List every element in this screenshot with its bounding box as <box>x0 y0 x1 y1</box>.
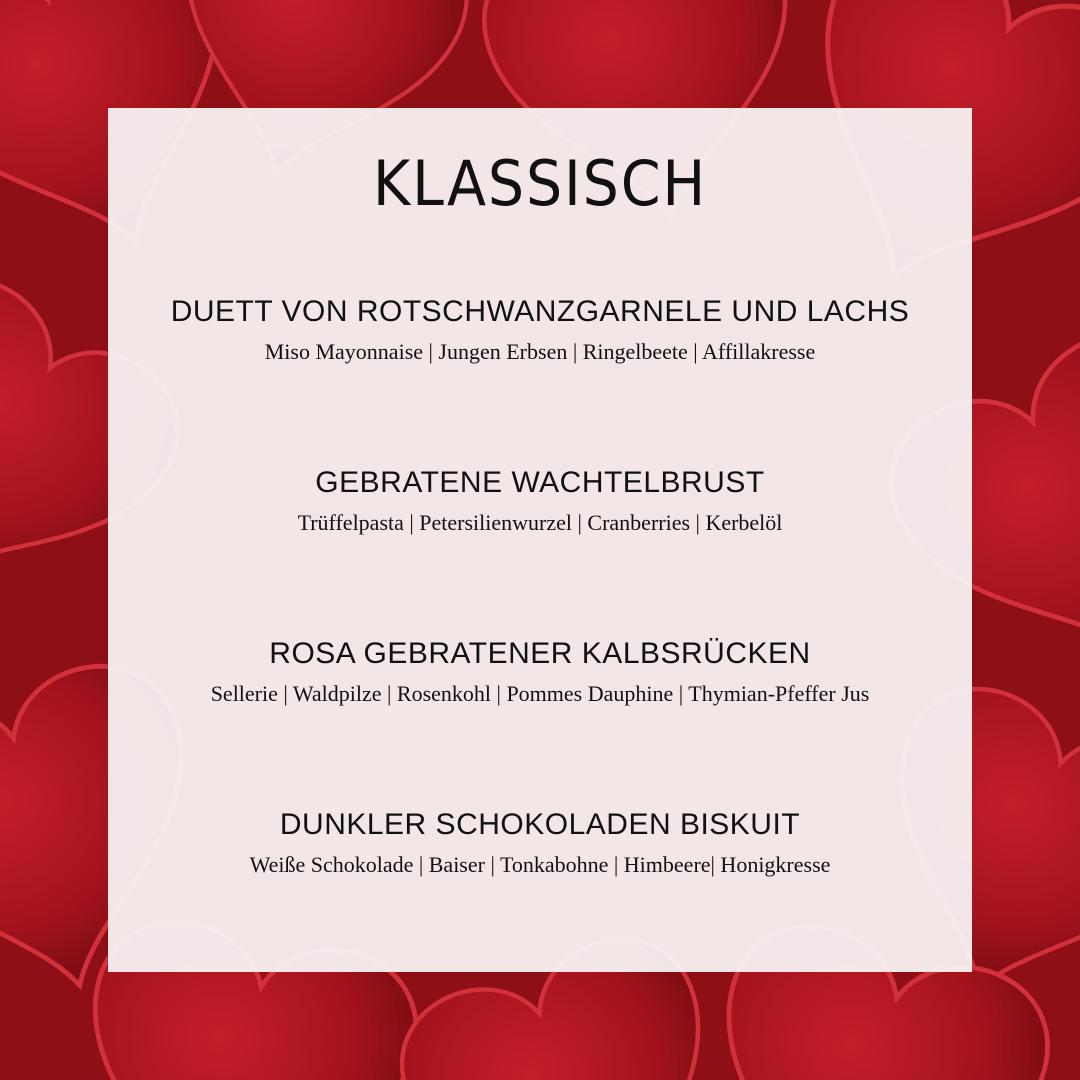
menu-title: KLASSISCH <box>372 147 708 220</box>
course-item <box>108 636 972 708</box>
course-name: DUETT VON ROTSCHWANZGARNELE UND LACHS <box>170 295 910 328</box>
course-description: Trüffelpasta | Petersilienwurzel | Cranberries | Kerbelöl <box>297 510 783 535</box>
course-item <box>108 465 972 537</box>
course-description: Weiße Schokolade | Baiser | Tonkabohne | Himbeere| Honigkresse <box>249 852 831 877</box>
course-item <box>108 294 972 366</box>
course-name: GEBRATENE WACHTELBRUST <box>315 466 765 499</box>
menu-card <box>108 108 972 972</box>
course-description: Sellerie | Waldpilze | Rosenkohl | Pommes Dauphine | Thymian-Pfeffer Jus <box>210 681 870 706</box>
course-item <box>108 807 972 879</box>
course-name: ROSA GEBRATENER KALBSRÜCKEN <box>269 637 811 670</box>
course-description: Miso Mayonnaise | Jungen Erbsen | Ringelbeete | Affillakresse <box>264 339 816 364</box>
course-name: DUNKLER SCHOKOLADEN BISKUIT <box>279 808 801 841</box>
